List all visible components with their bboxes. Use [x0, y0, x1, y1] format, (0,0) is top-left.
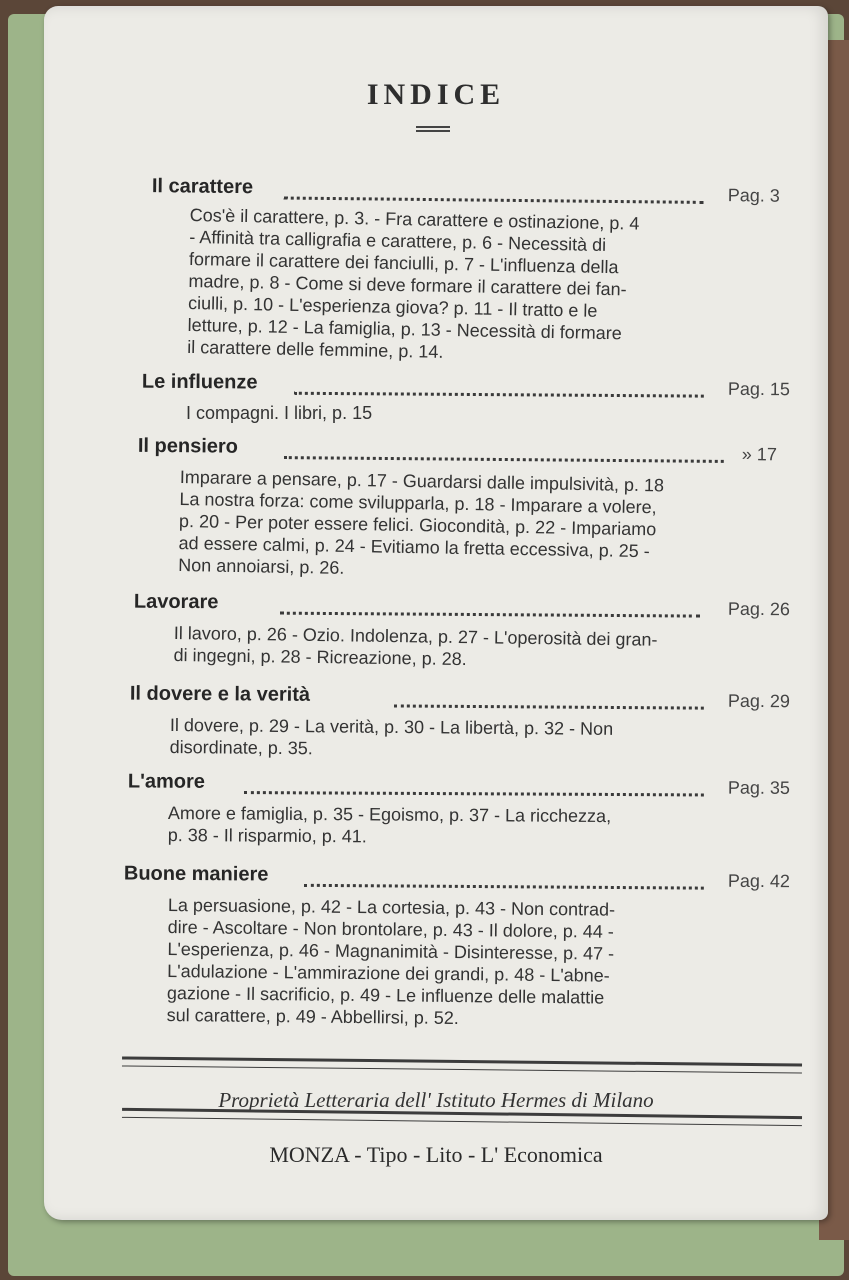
toc-entry-line: Imparare a pensare, p. 17 - Guardarsi dalle impulsività, p. 18 — [179, 466, 665, 496]
toc-entry-line: Amore e famiglia, p. 35 - Egoismo, p. 37 - La ricchezza, — [167, 803, 612, 827]
toc-entry-line: L'esperienza, p. 46 - Magnanimità - Disinteresse, p. 47 - — [167, 938, 615, 964]
toc-entry-page: Pag. 42 — [727, 870, 791, 892]
toc-entry-line: I compagni. I libri, p. 15 — [186, 403, 373, 423]
toc-entry-page: Pag. 29 — [727, 690, 791, 712]
toc-entry-line: dire - Ascoltare - Non brontolare, p. 43 - Il dolore, p. 44 - — [167, 916, 614, 942]
toc-entry-line: Il lavoro, p. 26 - Ozio. Indolenza, p. 27 - L'operosità dei gran- — [173, 622, 658, 650]
toc-entry-line: p. 38 - Il risparmio, p. 41. — [167, 824, 367, 847]
toc-entry-line: il carattere delle femmine, p. 14. — [187, 336, 444, 362]
toc-entry-line: gazione - Il sacrificio, p. 49 - Le influenze delle malattie — [166, 982, 605, 1008]
toc-entry-page: Pag. 26 — [727, 598, 791, 620]
page-title: INDICE — [366, 78, 506, 111]
dot-leader — [304, 868, 704, 890]
printer-imprint: MONZA - Tipo - Lito - L' Economica — [269, 1142, 603, 1167]
dot-leader — [284, 181, 704, 204]
rights-notice: Proprietà Letteraria dell' Istituto Hermes di Milano — [218, 1088, 654, 1112]
toc-entry-line: Non annoiarsi, p. 26. — [178, 554, 345, 578]
toc-entry-title: Il carattere — [151, 175, 254, 199]
toc-entry-line: - Affinità tra calligrafia e carattere, p. 6 - Necessità di — [189, 226, 607, 255]
toc-entry-title: L'amore — [127, 770, 206, 793]
toc-entry-line: La persuasione, p. 42 - La cortesia, p. 43 - Non contrad- — [167, 894, 616, 920]
toc-entry-title: Lavorare — [133, 590, 219, 614]
toc-entry-title: Buone maniere — [123, 862, 269, 886]
toc-entry-line: disordinate, p. 35. — [169, 736, 313, 759]
title-ornament-rule — [416, 126, 450, 132]
divider-rule — [122, 1056, 802, 1073]
toc-entry-line: letture, p. 12 - La famiglia, p. 13 - Necessità di formare — [187, 314, 622, 344]
dot-leader — [244, 775, 704, 796]
toc-entry-line: p. 20 - Per poter essere felici. Giocondità, p. 22 - Impariamo — [178, 510, 657, 540]
dot-leader — [284, 440, 724, 463]
toc-entry-page: Pag. 35 — [727, 777, 791, 798]
toc-entry-page: Pag. 15 — [727, 378, 791, 400]
dot-leader — [294, 376, 704, 398]
toc-entry-title: Le influenze — [141, 370, 258, 394]
toc-entry-title: Il dovere e la verità — [129, 682, 311, 706]
dot-leader — [280, 596, 700, 618]
toc-entry-line: formare il carattere dei fanciulli, p. 7 - L'influenza della — [188, 248, 619, 278]
toc-entry-line: L'adulazione - L'ammirazione dei grandi, p. 48 - L'abne- — [167, 960, 610, 986]
toc-entry-line: di ingegni, p. 28 - Ricreazione, p. 28. — [173, 644, 467, 670]
toc-entry-page: » 17 — [741, 444, 777, 465]
book-page — [44, 6, 828, 1220]
toc-entry-line: sul carattere, p. 49 - Abbellirsi, p. 52. — [166, 1004, 459, 1029]
toc-entry-title: Il pensiero — [137, 434, 239, 458]
toc-entry-line: La nostra forza: come svilupparla, p. 18 - Imparare a volere, — [179, 488, 657, 518]
toc-entry-page: Pag. 3 — [727, 185, 780, 206]
toc-entry-line: ad essere calmi, p. 24 - Evitiamo la fretta eccessiva, p. 25 - — [178, 532, 650, 562]
dot-leader — [394, 688, 704, 709]
toc-entry-line: Il dovere, p. 29 - La verità, p. 30 - La libertà, p. 32 - Non — [169, 714, 614, 739]
toc-entry-line: ciulli, p. 10 - L'esperienza giova? p. 11 - Il tratto e le — [187, 292, 598, 321]
toc-entry-line: Cos'è il carattere, p. 3. - Fra carattere e ostinazione, p. 4 — [189, 204, 640, 234]
toc-entry-line: madre, p. 8 - Come si deve formare il carattere dei fan- — [188, 270, 627, 300]
